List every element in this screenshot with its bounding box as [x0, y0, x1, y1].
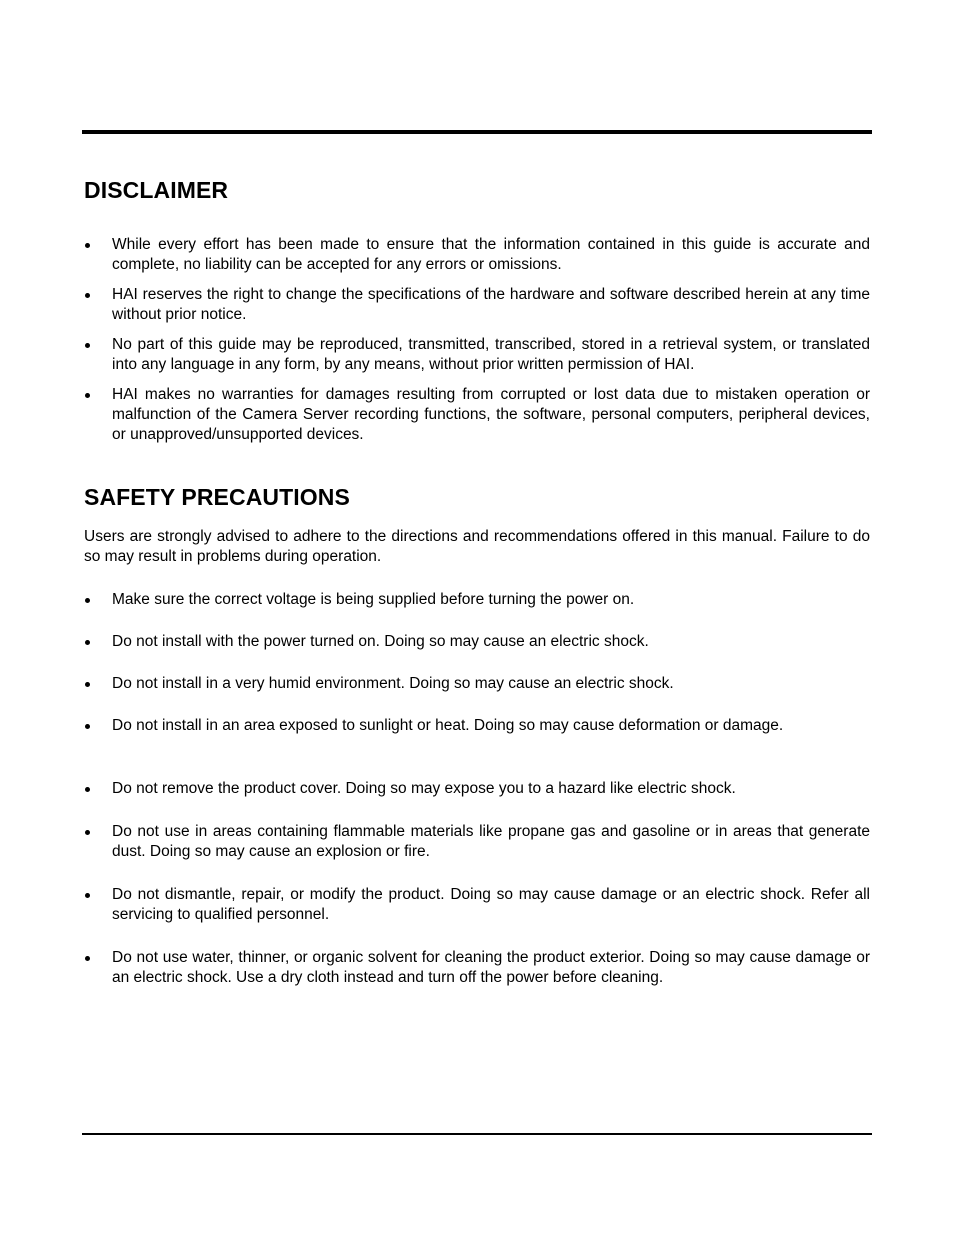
safety-item-text: Do not use water, thinner, or organic solvent for cleaning the product exterior. Doing so may cause damage or an electric shock. Use a dry cloth instead and turn off the power before cleaning.	[112, 949, 870, 986]
disclaimer-item-text: No part of this guide may be reproduced, transmitted, transcribed, stored in a retrieval system, or translated into any language in any form, by any means, without prior written permission of HAI.	[112, 336, 870, 373]
safety-item	[84, 885, 870, 925]
top-rule	[82, 130, 872, 134]
safety-item-text: Do not install in a very humid environment. Doing so may cause an electric shock.	[112, 675, 674, 692]
safety-item	[84, 948, 870, 988]
safety-item-text: Do not use in areas containing flammable materials like propane gas and gasoline or in areas that generate dust. Doing so may cause an explosion or fire.	[112, 823, 870, 860]
safety-item	[84, 632, 870, 652]
safety-item-text: Make sure the correct voltage is being supplied before turning the power on.	[112, 591, 635, 608]
disclaimer-item	[84, 385, 870, 445]
safety-item-text: Do not dismantle, repair, or modify the product. Doing so may cause damage or an electric shock. Refer all servicing to qualified personnel.	[112, 886, 870, 923]
disclaimer-item	[84, 285, 870, 325]
safety-item	[84, 822, 870, 862]
disclaimer-item	[84, 335, 870, 375]
safety-intro: Users are strongly advised to adhere to the directions and recommendations offered in this manual. Failure to do so may result in problems during operation.	[84, 528, 870, 565]
safety-item-text: Do not install with the power turned on. Doing so may cause an electric shock.	[112, 633, 649, 650]
disclaimer-heading: DISCLAIMER	[84, 177, 229, 203]
safety-item	[84, 716, 870, 736]
disclaimer-item-text: HAI makes no warranties for damages resulting from corrupted or lost data due to mistaken operation or malfunction of the Camera Server recording functions, the software, personal computers, peripheral devices, or unapproved/unsupported devices.	[112, 386, 870, 443]
safety-heading: SAFETY PRECAUTIONS	[84, 484, 350, 510]
bottom-rule	[82, 1133, 872, 1135]
safety-item	[84, 779, 870, 799]
safety-item-text: Do not remove the product cover. Doing so may expose you to a hazard like electric shock.	[112, 780, 736, 797]
disclaimer-item-text: HAI reserves the right to change the specifications of the hardware and software described herein at any time without prior notice.	[112, 286, 870, 323]
disclaimer-item-text: While every effort has been made to ensure that the information contained in this guide is accurate and complete, no liability can be accepted for any errors or omissions.	[112, 236, 870, 273]
safety-item	[84, 674, 870, 694]
safety-item-text: Do not install in an area exposed to sunlight or heat. Doing so may cause deformation or damage.	[112, 717, 784, 734]
safety-item	[84, 590, 870, 610]
disclaimer-item	[84, 235, 870, 275]
